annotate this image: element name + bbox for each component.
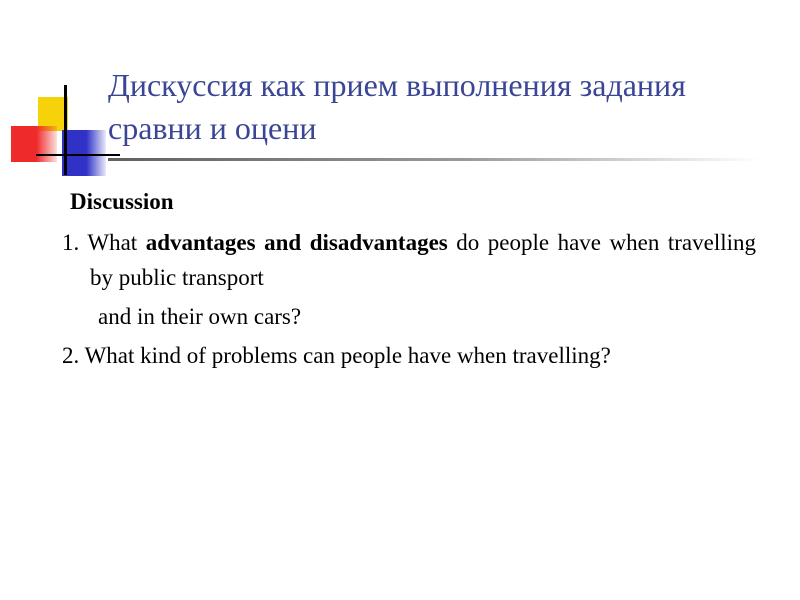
title-divider — [108, 158, 760, 161]
item-text-post: do people have when travelling by public transport — [90, 230, 756, 290]
slide-title — [108, 64, 768, 150]
logo-vertical-line — [64, 85, 67, 175]
list-item-continuation: and in their own cars? — [98, 304, 302, 329]
list-item — [62, 225, 756, 295]
item-number: 2. — [62, 343, 80, 368]
slide-body — [62, 184, 756, 377]
logo-red-square — [11, 126, 57, 162]
title-line-1: Дискуссия как прием выполнения задания — [108, 67, 686, 103]
item-text-bold: advantages and disadvantages — [145, 230, 448, 255]
item-text-pre: What kind of problems can people have when travelling? — [84, 343, 611, 368]
discussion-heading: Discussion — [70, 189, 174, 214]
title-line-2: сравни и оцени — [108, 110, 317, 146]
list-item — [62, 338, 756, 373]
logo-horizontal-line — [36, 154, 120, 156]
logo-blue-square — [62, 130, 106, 176]
item-text-pre: What — [87, 230, 146, 255]
item-number: 1. — [62, 230, 80, 255]
